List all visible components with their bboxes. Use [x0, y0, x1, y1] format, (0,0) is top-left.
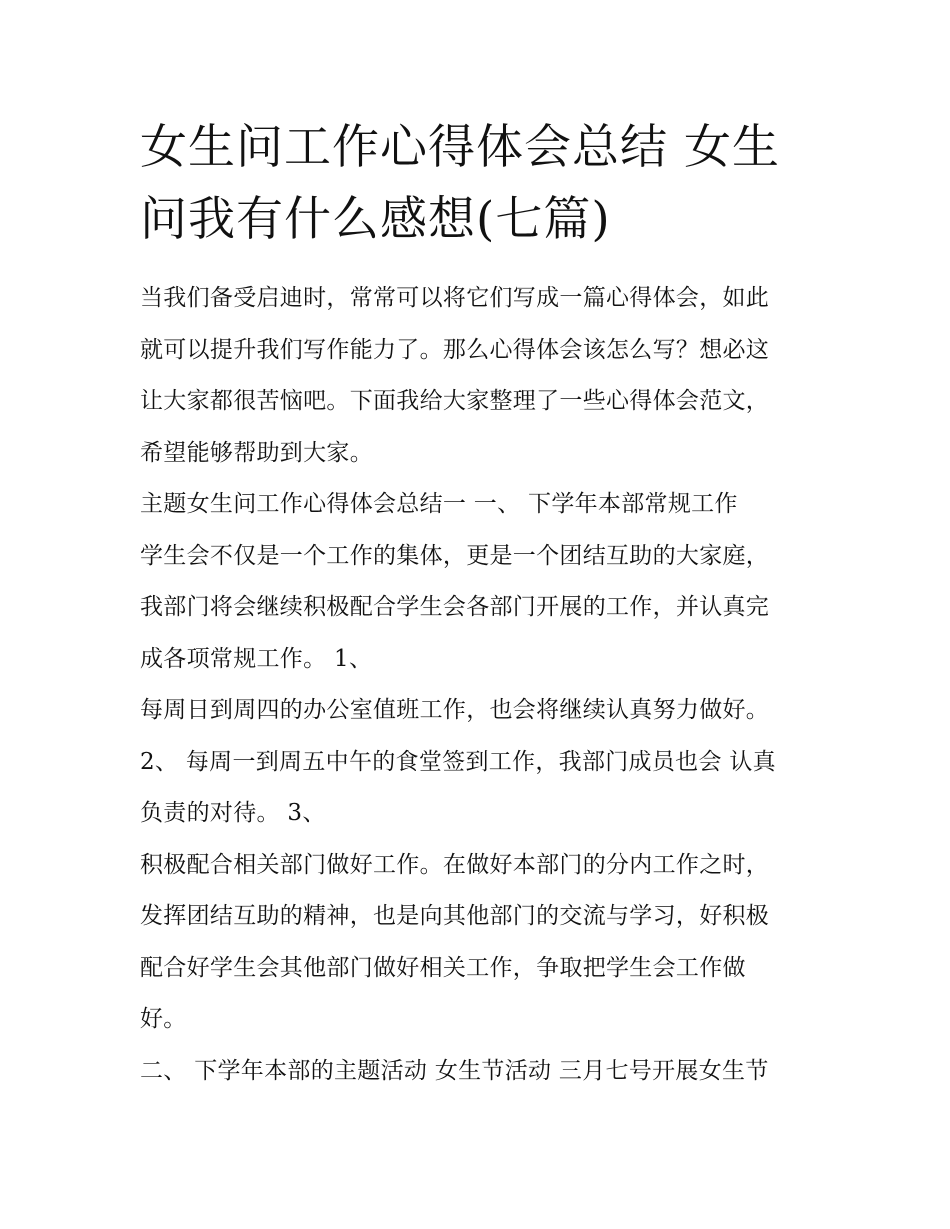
text-line: 积极配合相关部门做好工作。在做好本部门的分内工作之时，: [140, 851, 770, 878]
text-line: 发挥团结互助的精神，也是向其他部门的交流与学习，好积极: [140, 903, 770, 929]
text-line: 成各项常规工作。 1、: [140, 645, 373, 672]
text-line: 就可以提升我们写作能力了。那么心得体会该怎么写？想必这: [140, 336, 770, 363]
text-line: 好。: [140, 1006, 187, 1032]
section-two-paragraph: [140, 1046, 820, 1098]
text-line: 负责的对待。 3、: [140, 800, 326, 826]
text-line: 配合好学生会其他部门做好相关工作，争取把学生会工作做: [140, 954, 746, 981]
text-line: 学生会不仅是一个工作的集体，更是一个团结互助的大家庭，: [140, 542, 770, 569]
text-line: 当我们备受启迪时，常常可以将它们写成一篇心得体会，如此: [140, 285, 770, 311]
document-content: [140, 112, 820, 1097]
document-title: [140, 112, 820, 256]
text-line: 每周日到周四的办公室值班工作，也会将继续认真努力做好。: [140, 697, 770, 723]
title-line: 女生问工作心得体会总结 女生: [140, 120, 780, 175]
text-line: 2、 每周一到周五中午的食堂签到工作，我部门成员也会 认真: [140, 748, 776, 775]
text-line: 我部门将会继续积极配合学生会各部门开展的工作，并认真完: [140, 594, 770, 620]
text-line: 二、 下学年本部的主题活动 女生节活动 三月七号开展女生节: [140, 1057, 769, 1084]
text-line: 让大家都很苦恼吧。下面我给大家整理了一些心得体会范文，: [140, 388, 770, 414]
document-body: [140, 273, 820, 1097]
text-line: 希望能够帮助到大家。: [140, 439, 373, 466]
title-line: 问我有什么感想(七篇): [140, 192, 611, 247]
intro-paragraph: [140, 273, 820, 479]
text-line: 主题女生问工作心得体会总结一 一、 下学年本部常规工作: [140, 491, 738, 517]
section-one-paragraph: [140, 479, 820, 1046]
